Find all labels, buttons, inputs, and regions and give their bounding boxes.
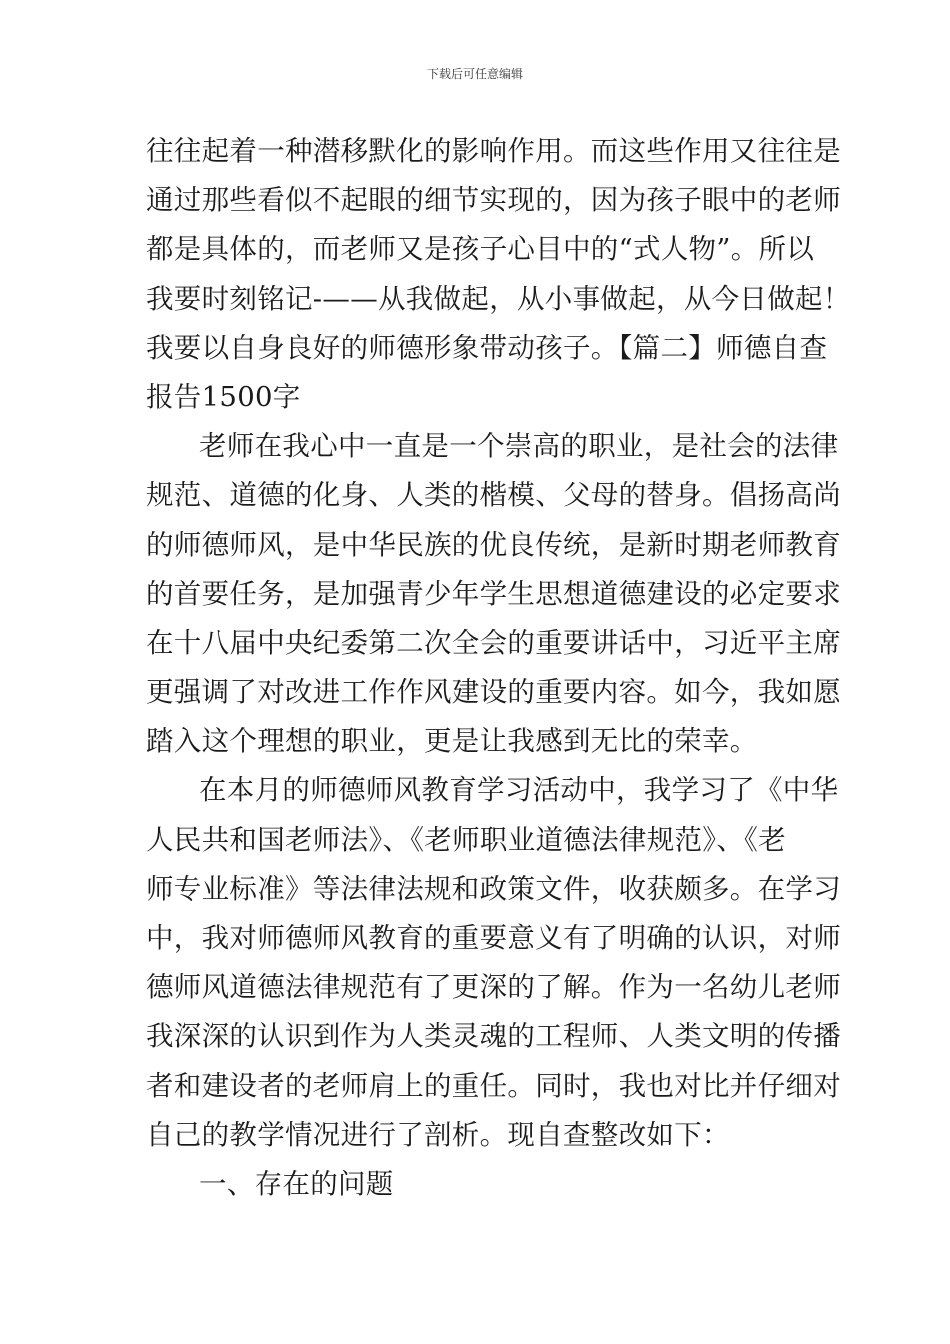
text-line: 自己的教学情况进行了剖析。现自查整改如下： — [146, 1118, 730, 1151]
text-line: 我要以自身良好的师德形象带动孩子。【篇二】师德自查 — [146, 331, 828, 364]
text-line: 都是具体的，而老师又是孩子心目中的“式人物”。所以 — [146, 233, 815, 266]
paragraph-start-line: 老师在我心中一直是一个崇高的职业，是社会的法律 — [199, 430, 839, 463]
section-heading: 一、存在的问题 — [199, 1167, 394, 1200]
text-line: 报告1500字 — [146, 380, 301, 413]
text-line: 我要时刻铭记-——从我做起，从小事做起，从今日做起！ — [146, 282, 851, 315]
text-line: 的首要任务，是加强青少年学生思想道德建设的必定要求 — [146, 577, 841, 610]
text-line: 的师德师风，是中华民族的优良传统，是新时期老师教育 — [146, 528, 841, 561]
text-line: 往往起着一种潜移默化的影响作用。而这些作用又往往是 — [146, 135, 841, 167]
document-body — [146, 127, 851, 1209]
paragraph-start-line: 在本月的师德师风教育学习活动中，我学习了《中华 — [199, 774, 839, 807]
text-line: 通过那些看似不起眼的细节实现的，因为孩子眼中的老师 — [146, 184, 841, 217]
page-header: 下载后可任意编辑 — [426, 67, 523, 81]
text-line: 在十八届中央纪委第二次全会的重要讲话中，习近平主席 — [146, 626, 841, 659]
text-line: 规范、道德的化身、人类的楷模、父母的替身。倡扬高尚 — [146, 479, 841, 512]
text-line: 人民共和国老师法》、《老师职业道德法律规范》、《老 — [146, 823, 786, 856]
text-line: 我深深的认识到作为人类灵魂的工程师、人类文明的传播 — [146, 1020, 841, 1053]
text-line: 德师风道德法律规范有了更深的了解。作为一名幼儿老师 — [146, 971, 841, 1004]
text-line: 踏入这个理想的职业，更是让我感到无比的荣幸。 — [146, 725, 758, 758]
text-line: 者和建设者的老师肩上的重任。同时，我也对比并仔细对 — [146, 1069, 841, 1102]
text-line: 中，我对师德师风教育的重要意义有了明确的认识，对师 — [146, 922, 841, 954]
text-line: 师专业标准》等法律法规和政策文件，收获颇多。在学习 — [146, 872, 841, 905]
text-line: 更强调了对改进工作作风建设的重要内容。如今，我如愿 — [146, 676, 841, 709]
